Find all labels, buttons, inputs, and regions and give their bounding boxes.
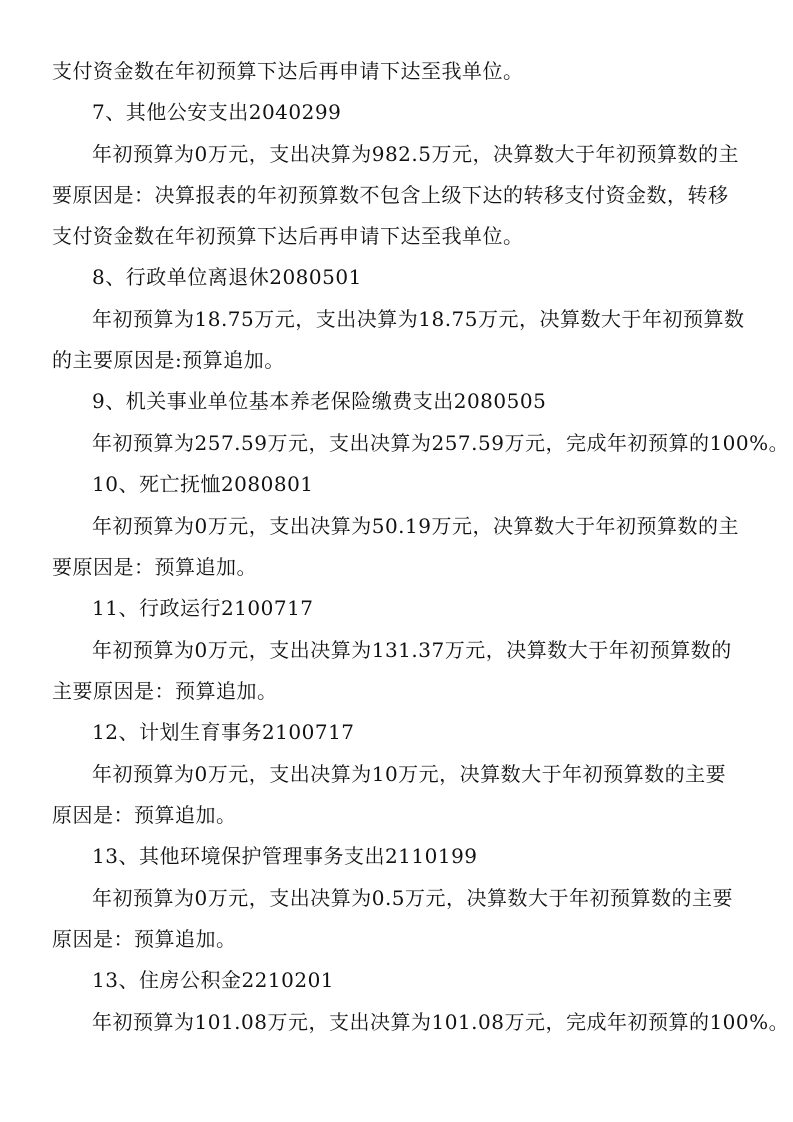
paragraph-line: 年初预算为0万元，支出决算为0.5万元，决算数大于年初预算数的主要 [92, 886, 734, 910]
paragraph-line: 年初预算为18.75万元，支出决算为18.75万元，决算数大于年初预算数 [92, 307, 745, 331]
paragraph-line: 主要原因是：预算追加。 [52, 679, 278, 703]
paragraph-line: 年初预算为0万元，支出决算为50.19万元，决算数大于年初预算数的主 [92, 514, 739, 538]
paragraph-line: 的主要原因是:预算追加。 [52, 348, 285, 372]
paragraph-line: 年初预算为101.08万元，支出决算为101.08万元，完成年初预算的100%。 [92, 1010, 790, 1034]
paragraph-line: 支付资金数在年初预算下达后再申请下达至我单位。 [52, 59, 524, 83]
paragraph-line: 年初预算为257.59万元，支出决算为257.59万元，完成年初预算的100%。 [92, 431, 790, 455]
paragraph-line: 年初预算为0万元，支出决算为982.5万元，决算数大于年初预算数的主 [92, 142, 739, 166]
paragraph-line: 原因是：预算追加。 [52, 803, 237, 827]
paragraph-line: 年初预算为0万元，支出决算为131.37万元，决算数大于年初预算数的 [92, 638, 732, 662]
section-heading-13: 13、其他环境保护管理事务支出2110199 [92, 844, 478, 868]
paragraph-line: 要原因是：预算追加。 [52, 555, 257, 579]
paragraph-line: 要原因是：决算报表的年初预算数不包含上级下达的转移支付资金数，转移 [52, 183, 729, 207]
section-heading-12: 12、计划生育事务2100717 [92, 720, 355, 744]
section-heading-10: 10、死亡抚恤2080801 [92, 472, 314, 496]
section-heading-8: 8、行政单位离退休2080501 [92, 265, 362, 289]
paragraph-line: 年初预算为0万元，支出决算为10万元，决算数大于年初预算数的主要 [92, 762, 727, 786]
section-heading-13b: 13、住房公积金2210201 [92, 968, 335, 992]
paragraph-line: 支付资金数在年初预算下达后再申请下达至我单位。 [52, 224, 524, 248]
section-heading-9: 9、机关事业单位基本养老保险缴费支出2080505 [92, 389, 547, 413]
paragraph-line: 原因是：预算追加。 [52, 927, 237, 951]
section-heading-11: 11、行政运行2100717 [92, 596, 314, 620]
section-heading-7: 7、其他公安支出2040299 [92, 100, 342, 124]
